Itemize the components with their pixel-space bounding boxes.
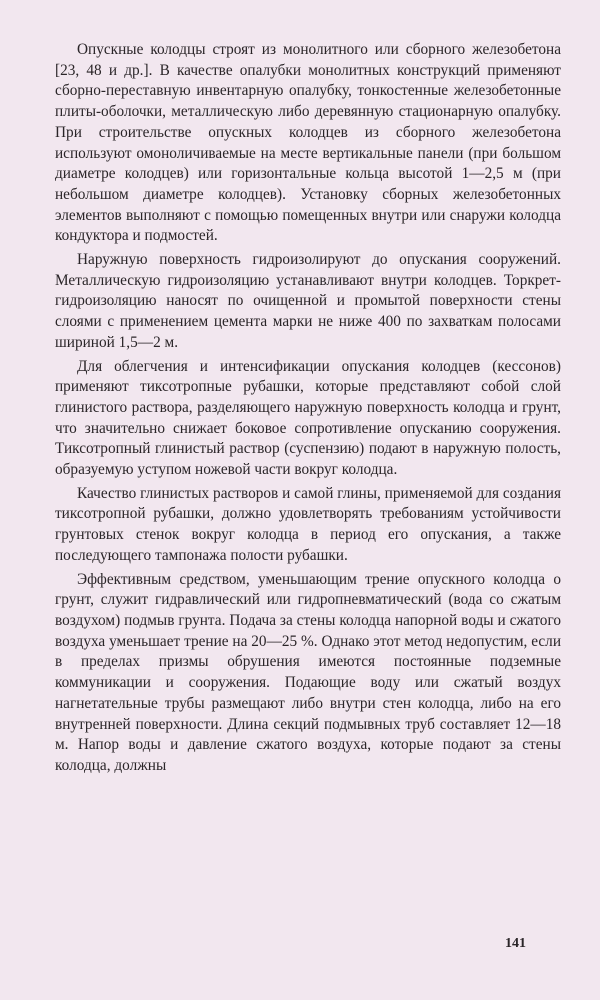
paragraph: Качество глинистых растворов и самой глины, применяемой для создания тиксотропной рубашки, должно удовлетворять требованиям устойчивости грунтовых стенок вокруг колодца в период его опускания, а также последующего тампонажа полости рубашки. [55, 484, 561, 564]
body-text [55, 40, 561, 777]
paragraph: Опускные колодцы строят из монолитного или сборного железобетона [23, 48 и др.]. В качестве опалубки монолитных конструкций применяют сборно-переставную инвентарную опалубку, тонкостенные железобетонные плиты-оболочки, металлическую либо деревянную стационарную опалубку. При строительстве опускных колодцев из сборного железобетона используют омоноличиваемые на месте вертикальные панели (при большом диаметре колодцев) или горизонтальные кольца высотой 1—2,5 м (при небольшом диаметре колодцев). Установку сборных железобетонных элементов выполняют с помощью помещенных внутри или снаружи колодца кондуктора и подмостей. [55, 41, 561, 245]
paragraph: Наружную поверхность гидроизолируют до опускания сооружений. Металлическую гидроизоляцию устанавливают внутри колодцев. Торкрет-гидроизоляцию наносят по очищенной и промытой поверхности стены слоями с применением цемента марки не ниже 400 по захваткам полосами шириной 1,5—2 м. [55, 251, 561, 351]
page-number: 141 [505, 936, 526, 951]
paragraph: Для облегчения и интенсификации опускания колодцев (кессонов) применяют тиксотропные рубашки, которые представляют собой слой глинистого раствора, разделяющего наружную поверхность колодца и грунт, что значительно снижает боковое сопротивление опусканию сооружения. Тиксотропный глинистый раствор (суспензию) подают в наружную полость, образуемую уступом ножевой части вокруг колодца. [55, 357, 561, 479]
paragraph: Эффективным средством, уменьшающим трение опускного колодца о грунт, служит гидравлический или гидропневматический (вода со сжатым воздухом) подмыв грунта. Подача за стены колодца напорной воды и сжатого воздуха уменьшает трение на 20—25 %. Однако этот метод недопустим, если в пределах призмы обрушения имеются постоянные подземные коммуникации и сооружения. Подающие воду или сжатый воздух нагнетательные трубы размещают либо внутри стен колодца, либо на его внутренней поверхности. Длина секций подмывных труб составляет 12—18 м. Напор воды и давление сжатого воздуха, которые подают за стены колодца, должны [55, 570, 561, 774]
